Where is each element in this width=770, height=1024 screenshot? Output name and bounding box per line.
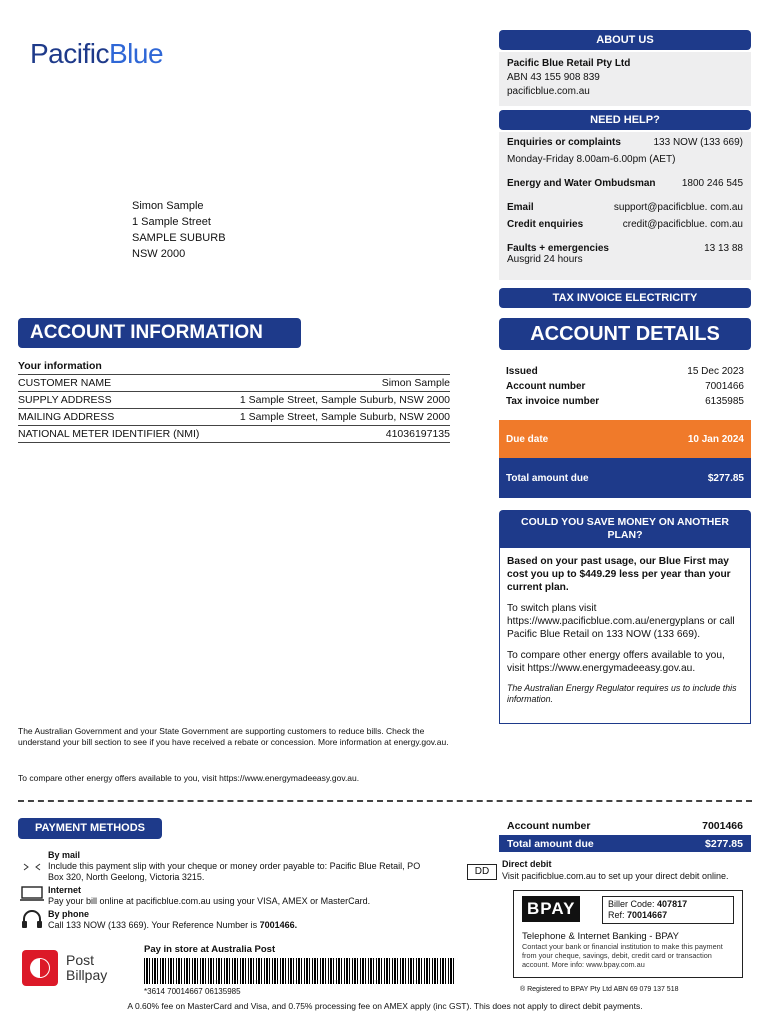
slip-total-label: Total amount due bbox=[507, 837, 594, 850]
biller-box bbox=[602, 896, 734, 924]
phone-reference: 7001466. bbox=[259, 920, 298, 930]
total-due-label: Total amount due bbox=[506, 472, 589, 484]
save-money-box bbox=[499, 548, 751, 724]
row-label: NATIONAL METER IDENTIFIER (NMI) bbox=[18, 428, 200, 440]
row-label: SUPPLY ADDRESS bbox=[18, 394, 112, 406]
account-information-heading: ACCOUNT INFORMATION bbox=[18, 318, 301, 348]
phone-text: Call 133 NOW (133 669). Your Reference Number is bbox=[48, 920, 260, 930]
address-name: Simon Sample bbox=[132, 200, 204, 212]
save-para2: To switch plans visit https://www.pacificblue.com.au/energyplans or call Pacific Blue Retail on 133 NOW (133 669). bbox=[507, 603, 735, 640]
direct-debit-label: Direct debit bbox=[502, 859, 552, 869]
enquiries-label: Enquiries or complaints bbox=[507, 137, 621, 148]
total-due-box bbox=[499, 458, 751, 498]
need-help-heading: NEED HELP? bbox=[499, 110, 751, 130]
slip-total-value: $277.85 bbox=[705, 837, 743, 850]
mail-label: By mail bbox=[48, 850, 81, 860]
internet-text: Pay your bill online at pacificblue.com.au using your VISA, AMEX or MasterCard. bbox=[48, 896, 371, 906]
slip-account-value: 7001466 bbox=[702, 820, 743, 832]
account-details-heading: ACCOUNT DETAILS bbox=[499, 318, 751, 350]
faults-sub: Ausgrid 24 hours bbox=[507, 254, 583, 265]
slip-account-row bbox=[499, 820, 751, 834]
credit-label: Credit enquiries bbox=[507, 219, 584, 230]
post-billpay-logo bbox=[66, 953, 107, 983]
ref-label: Ref: bbox=[608, 910, 625, 920]
row-value: 41036197135 bbox=[385, 428, 450, 440]
address-line1: 1 Sample Street bbox=[132, 216, 211, 228]
biller-code-value: 407817 bbox=[657, 899, 688, 909]
about-us-box bbox=[499, 52, 751, 106]
pacific-blue-logo bbox=[30, 38, 163, 70]
bpay-box bbox=[513, 890, 743, 978]
enquiries-value: 133 NOW (133 669) bbox=[653, 137, 743, 148]
pay-by-phone bbox=[48, 909, 428, 931]
abn: ABN 43 155 908 839 bbox=[507, 72, 600, 83]
row-value: Simon Sample bbox=[381, 377, 450, 389]
biller-code-label: Biller Code: bbox=[608, 899, 655, 909]
tax-invoice-number-value: 6135985 bbox=[705, 396, 744, 407]
company-name: Pacific Blue Retail Pty Ltd bbox=[507, 58, 631, 69]
table-row bbox=[18, 392, 450, 409]
mail-icon bbox=[22, 862, 42, 872]
mail-text: Include this payment slip with your cheque or money order payable to: Pacific Blue Retail, PO Box 320, North Geelong, Victoria 3215. bbox=[48, 861, 421, 882]
row-label: CUSTOMER NAME bbox=[18, 377, 112, 389]
direct-debit-block bbox=[502, 858, 752, 882]
post-logo-line1: Post bbox=[66, 952, 95, 968]
compare-notice: To compare other energy offers available to you, visit https://www.energymadeeasy.gov.au. bbox=[18, 773, 360, 783]
account-info-table bbox=[18, 374, 450, 443]
post-logo-line2: Billpay bbox=[66, 967, 108, 983]
slip-total-row bbox=[499, 835, 751, 852]
issued-value: 15 Dec 2023 bbox=[687, 366, 744, 377]
faults-value: 13 13 88 bbox=[704, 243, 743, 254]
logo-text-part1: Pacific bbox=[30, 38, 109, 69]
help-hours: Monday-Friday 8.00am-6.00pm (AET) bbox=[507, 154, 676, 165]
issued-label: Issued bbox=[506, 366, 538, 377]
your-information-label: Your information bbox=[18, 360, 102, 372]
faults-label: Faults + emergencies bbox=[507, 243, 609, 254]
need-help-box bbox=[499, 132, 751, 280]
internet-label: Internet bbox=[48, 885, 82, 895]
row-value: 1 Sample Street, Sample Suburb, NSW 2000 bbox=[239, 411, 450, 423]
logo-text-part2: Blue bbox=[108, 38, 164, 69]
government-notice: The Australian Government and your State Government are supporting customers to reduce bills. Check the understand your bill section to see if you have received a rebate or concession. More information at energy.gov.au. bbox=[18, 726, 449, 747]
barcode-number: *3614 70014667 06135985 bbox=[144, 987, 241, 996]
australia-post-icon bbox=[22, 950, 58, 986]
account-details-list bbox=[506, 364, 744, 409]
computer-icon bbox=[20, 886, 44, 902]
table-row bbox=[18, 426, 450, 443]
ombudsman-label: Energy and Water Ombudsman bbox=[507, 178, 656, 189]
payment-methods-heading: PAYMENT METHODS bbox=[18, 818, 162, 839]
pay-by-mail bbox=[48, 850, 428, 883]
tax-invoice-heading: TAX INVOICE ELECTRICITY bbox=[499, 288, 751, 308]
bpay-heading: Telephone & Internet Banking - BPAY bbox=[522, 931, 680, 942]
pay-by-internet bbox=[48, 885, 428, 907]
table-row bbox=[18, 375, 450, 392]
about-us-heading: ABOUT US bbox=[499, 30, 751, 50]
account-number-value: 7001466 bbox=[705, 381, 744, 392]
tax-invoice-number-label: Tax invoice number bbox=[506, 396, 600, 407]
website: pacificblue.com.au bbox=[507, 86, 590, 97]
slip-account-label: Account number bbox=[507, 820, 591, 832]
ombudsman-value: 1800 246 545 bbox=[681, 178, 743, 189]
save-note: The Australian Energy Regulator requires us to include this information. bbox=[507, 683, 737, 704]
save-money-heading: COULD YOU SAVE MONEY ON ANOTHER PLAN? bbox=[499, 510, 751, 548]
address-line3: NSW 2000 bbox=[132, 248, 186, 260]
address-line2: SAMPLE SUBURB bbox=[132, 232, 226, 244]
barcode bbox=[144, 958, 454, 984]
post-heading: Pay in store at Australia Post bbox=[144, 944, 276, 955]
account-number-label: Account number bbox=[506, 381, 586, 392]
direct-debit-text: Visit pacificblue.com.au to set up your direct debit online. bbox=[502, 871, 729, 881]
row-value: 1 Sample Street, Sample Suburb, NSW 2000 bbox=[239, 394, 450, 406]
fee-note: A 0.60% fee on MasterCard and Visa, and 0.75% processing fee on AMEX apply (inc GST). This does not apply to direct debit payments. bbox=[127, 1001, 643, 1011]
email-label: Email bbox=[507, 202, 534, 213]
email-value: support@pacificblue. com.au bbox=[613, 202, 743, 213]
table-row bbox=[18, 409, 450, 426]
due-date-label: Due date bbox=[506, 433, 549, 445]
save-para3: To compare other energy offers available to you, visit https://www.energymadeeasy.gov.au. bbox=[507, 650, 725, 674]
row-label: MAILING ADDRESS bbox=[18, 411, 115, 423]
bpay-logo: BPAY bbox=[522, 896, 580, 922]
headset-icon bbox=[20, 909, 44, 931]
save-para1: Based on your past usage, our Blue First may cost you up to $449.29 less per year than your current plan. bbox=[507, 556, 731, 593]
total-due-value: $277.85 bbox=[707, 472, 744, 484]
phone-label: By phone bbox=[48, 909, 90, 919]
direct-debit-badge: DD bbox=[467, 864, 497, 880]
due-date-value: 10 Jan 2024 bbox=[687, 433, 744, 445]
credit-value: credit@pacificblue. com.au bbox=[622, 219, 743, 230]
bpay-registered: ® Registered to BPAY Pty Ltd ABN 69 079 137 518 bbox=[520, 986, 679, 993]
due-date-box bbox=[499, 420, 751, 458]
tear-off-line bbox=[18, 800, 752, 802]
ref-value: 70014667 bbox=[627, 910, 668, 920]
mailing-address-block bbox=[132, 198, 226, 262]
bpay-text: Contact your bank or financial institution to make this payment from your cheque, savings, debit, credit card or transaction account. More info: www.bpay.com.au bbox=[522, 942, 723, 969]
